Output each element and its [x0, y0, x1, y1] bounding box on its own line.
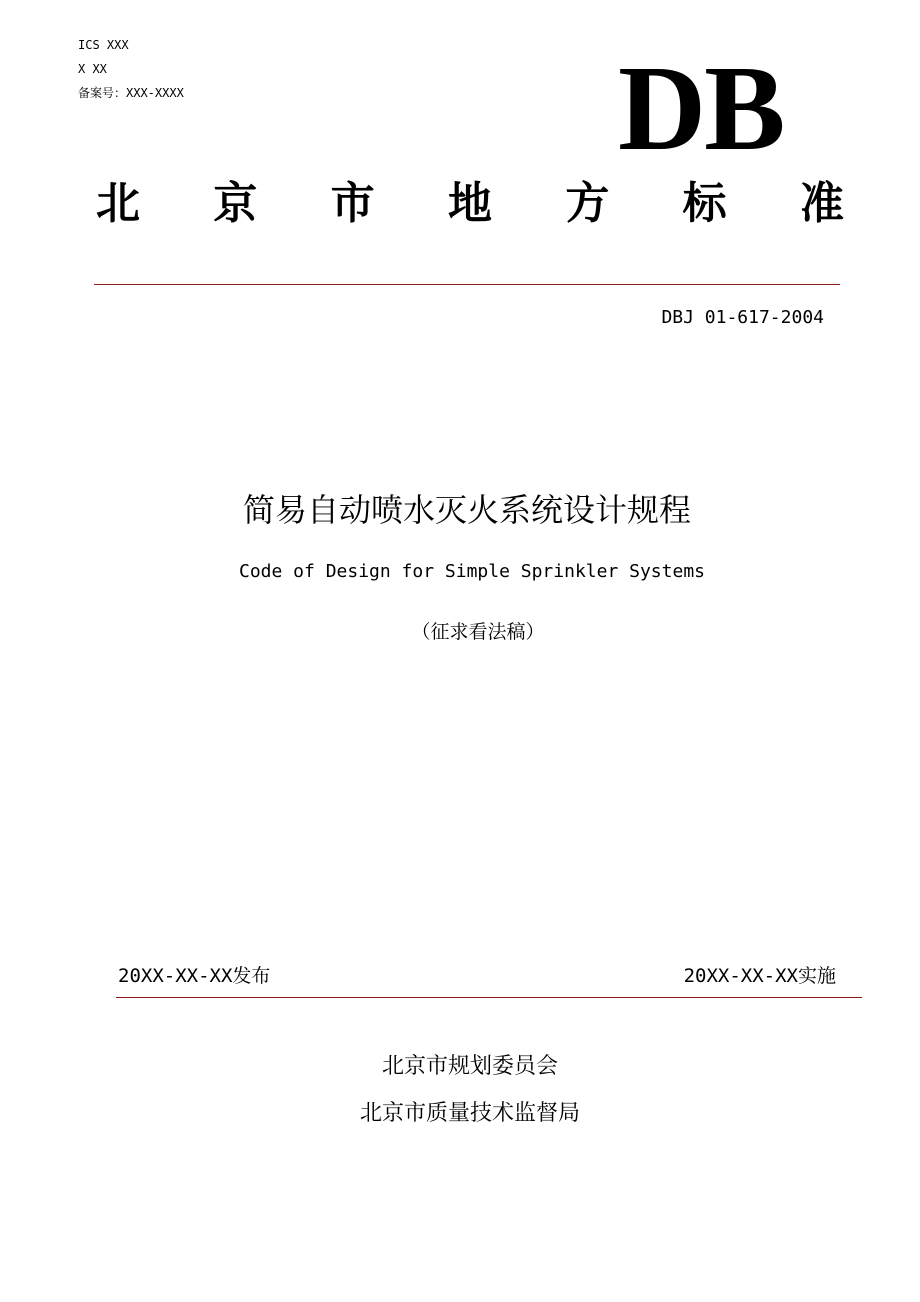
standard-type-char: 市	[330, 178, 375, 229]
publish-label: 发布	[232, 965, 271, 987]
standard-number: DBJ 01-617-2004	[661, 307, 824, 328]
document-title-en: Code of Design for Simple Sprinkler Systems	[239, 561, 705, 582]
footer-divider	[116, 997, 862, 998]
publish-date-line	[118, 964, 270, 988]
standard-type-char: 准	[799, 178, 844, 229]
standard-type-title	[96, 176, 844, 232]
publish-date: 20XX-XX-XX	[118, 965, 233, 987]
filing-number: 备案号：XXX-XXXX	[78, 86, 184, 100]
document-title-zh: 简易自动喷水灭火系统设计规程	[242, 491, 691, 529]
standard-type-char: 方	[565, 178, 610, 229]
issuer-planning-commission: 北京市规划委员会	[381, 1054, 558, 1079]
implement-date: 20XX-XX-XX	[683, 965, 798, 987]
document-status: （征求看法稿）	[411, 621, 545, 643]
standard-type-char: 北	[96, 178, 140, 229]
standard-type-char: 京	[213, 178, 258, 229]
implement-label: 实施	[797, 965, 836, 987]
implement-date-line	[684, 964, 836, 988]
standard-type-char: 地	[447, 178, 492, 229]
header-divider	[94, 284, 840, 285]
standard-type-char: 标	[682, 178, 727, 229]
ics-code: ICS XXX	[78, 38, 129, 52]
classification-code: X XX	[78, 62, 107, 76]
issuer-quality-bureau: 北京市质量技术监督局	[359, 1101, 580, 1126]
db-logo: DB	[618, 41, 784, 176]
